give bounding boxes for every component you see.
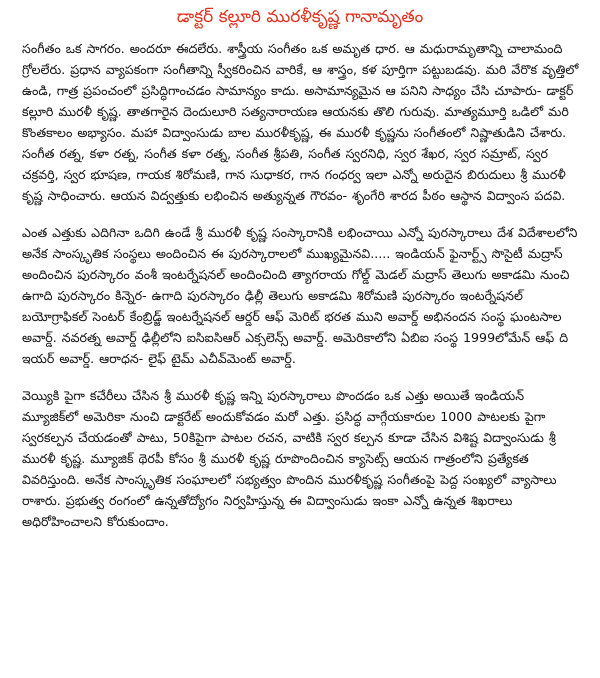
paragraph-1: సంగీతం ఒక సాగరం. అందరూ ఈదలేరు. శాస్త్రీయ సంగీతం ఒక అమృత ధార. ఆ మధురామృతాన్ని చాలామంది గ్రోలలేరు. ప్రధాన వ్యాపకంగా సంగీతాన్ని స్వీకరించిన వారికే, ఆ శాస్త్రం, కళ పూర్తిగా పట్టుబడవు. మరి వేరొక వృత్తిలో ఉండి, గాత్ర ప్రపంచంలో ప్రసిద్ధిగాంచడం సామాన్యం కాదు. అసామాన్యమైన ఆ పనిని సాధ్యం చేసి చూపారు- డాక్టర్ కల్లూరి మురళీ కృష్ణ. తాతగారైన దెందులూరి సత్యనారాయణ ఆయనకు తొలి గురువు. మాత్యమూర్తి ఒడిలో మరి కొంతకాలం అభ్యాసం. మహా విద్వాంసుడు బాల మురళీకృష్ణ, ఈ మురళీ కృష్ణను సంగీతంలో నిష్ణాతుడిని చేశారు. సంగీత రత్న, కళా రత్న, సంగీత కళా రత్న, సంగీత శ్రీపతి, సంగీత స్వరనిధి, స్వర శేఖర, స్వర సమ్రాట్, స్వర చక్రవర్తి, స్వర భూషణ, గాయక శిరోమణి, గాన సుధాకర, గాన గంధర్వ ఇలా ఎన్నో అరుదైన బిరుదులు శ్రీ మురళీ కృష్ణ సాధించారు. ఆయన విద్వత్తుకు లభించిన అత్యున్నత గౌరవం- శృంగేరి శారద పీఠం ఆస్థాన విద్వాంస పదవి. — [22, 41, 579, 203]
paragraph-3: వెయ్యికి పైగా కచేరీలు చేసిన శ్రీ మురళీ కృష్ణ ఇన్ని పురస్కారాలు పొందడం ఒక ఎత్తు అయితే ఇండియన్ మ్యూజిక్‌లో అమెరికా నుంచి డాక్టరేట్ అందుకోవడం మరో ఎత్తు. ప్రసిద్ధ వాగ్గేయకారుల 1000 పాటలకు పైగా స్వరకల్పన చేయడంతో పాటు, 50కిపైగా పాటల రచన, వాటికి స్వర కల్పన కూడా చేసిన విశిష్ట విద్వాంసుడు శ్రీ మురళీ కృష్ణ. మ్యూజిక్ థెరపీ కోసం శ్రీ మురళీ కృష్ణ రూపొందించిన క్యాసెట్స్ ఆయన గాత్రంలోని ప్రత్యేకత వివరిస్తుంది. అనేక సాంస్కృతిక సంఘాలలో సభ్యత్వం పొందిన మురళీకృష్ణ సంగీతంపై పెద్ద సంఖ్యలో వ్యాసాలు రాశారు. ప్రభుత్వ రంగంలో ఉన్నతోద్యోగం నిర్వహిస్తున్న ఈ విద్వాంసుడు ఇంకా ఎన్నో ఉన్నత శిఖరాలు అధిరోహించాలని కోరుకుందాం. — [22, 388, 557, 529]
paragraph-2: ఎంత ఎత్తుకు ఎదిగినా ఒదిగి ఉండే శ్రీ మురళీ కృష్ణ సంస్కారానికి లభించాయి ఎన్నో పురస్కారాలు దేశ విదేశాలలోని అనేక సాంస్కృతిక సంస్థలు అందించిన ఈ పురస్కారాలలో ముఖ్యమైనవి..... ఇండియన్ ఫైనార్ట్స్ సొసైటీ మద్రాస్ అందించిన పురస్కారం వంశీ ఇంటర్నేషనల్ అందించింది త్యాగరాయ గోల్డ్ మెడల్ మద్రాస్ తెలుగు అకాడమి నుంచి ఉగాది పురస్కారం కిన్నెర- ఉగాది పురస్కారం ఢిల్లీ తెలుగు అకాడమి శిరోమణి పురస్కారం ఇంటర్నేషనల్ బయోగ్రాఫికల్ సెంటర్ కేంబ్రిడ్జ్ ఇంటర్నేషనల్ ఆర్డర్ ఆఫ్ మెరిట్ భరత ముని అవార్డ్ అభినందన సంస్థ ఘంటసాల అవార్డ్. నవరత్న అవార్డ్ ఢిల్లీలోని ఐసిఐసిఆర్ ఎక్సలెన్స్ అవార్డ్. అమెరికాలోని ఏబిఐ సంస్థ 1999లోమేన్ ఆఫ్ ది ఇయర్ అవార్డ్. ఆరాధన- లైఫ్ టైమ్ ఎచీవ్‌మెంట్ అవార్డ్. — [22, 225, 578, 366]
article-body — [22, 38, 582, 546]
article-title: డాక్టర్ కల్లూరి మురళీకృష్ణ గానామృతం — [176, 7, 424, 27]
